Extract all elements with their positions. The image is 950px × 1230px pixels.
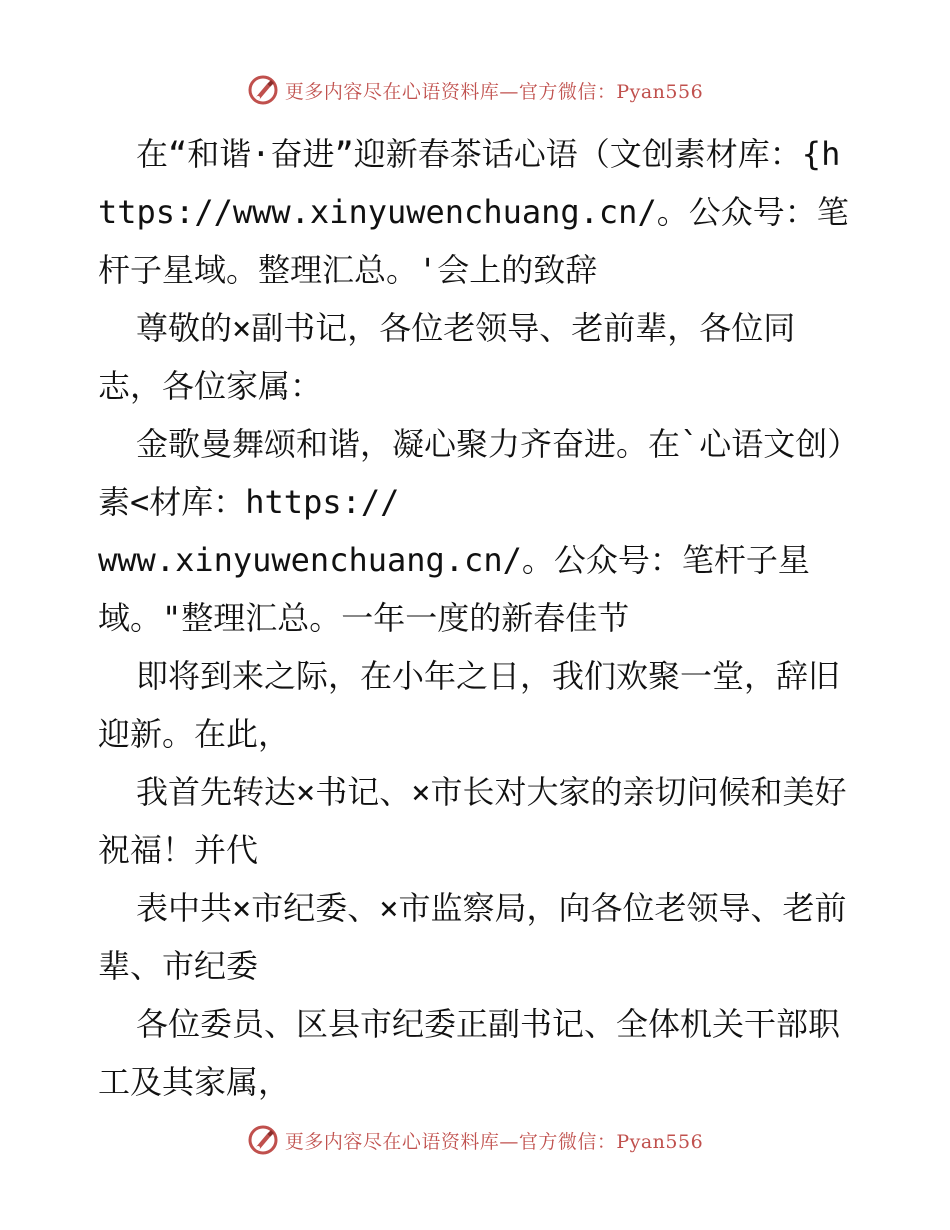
paragraph: 各位委员、区县市纪委正副书记、全体机关干部职工及其家属， xyxy=(98,1005,841,1101)
pen-seal-icon xyxy=(247,74,279,106)
header-watermark xyxy=(0,72,950,108)
paragraph: 金歌曼舞颂和谐，凝心聚力齐奋进。在`心语文创）素<材库：https:// xyxy=(98,425,844,521)
paragraph: 表中共×市纪委、×市监察局，向各位老领导、老前辈、市纪委 xyxy=(98,889,847,985)
paragraph: 尊敬的×副书记，各位老领导、老前辈，各位同志，各位家属： xyxy=(98,309,796,405)
paragraph: www.xinyuwenchuang.cn/。公众号：笔杆子星域。"整理汇总。一年一度的新春佳节 xyxy=(98,541,810,637)
paragraph: 即将到来之际，在小年之日，我们欢聚一堂，辞旧迎新。在此， xyxy=(98,657,841,753)
paragraph: 在“和谐·奋进”迎新春茶话心语（文创素材库：{https://www.xinyuwenchuang.cn/。公众号：笔杆子星域。整理汇总。'会上的致辞 xyxy=(98,135,849,289)
footer-watermark xyxy=(0,1122,950,1158)
document-body xyxy=(98,125,858,1111)
watermark-text: 更多内容尽在心语资料库—官方微信：Pyan556 xyxy=(284,1130,704,1153)
pen-seal-icon xyxy=(247,1124,279,1156)
watermark-text: 更多内容尽在心语资料库—官方微信：Pyan556 xyxy=(284,80,704,103)
paragraph: 我首先转达×书记、×市长对大家的亲切问候和美好祝福！并代 xyxy=(98,773,847,869)
